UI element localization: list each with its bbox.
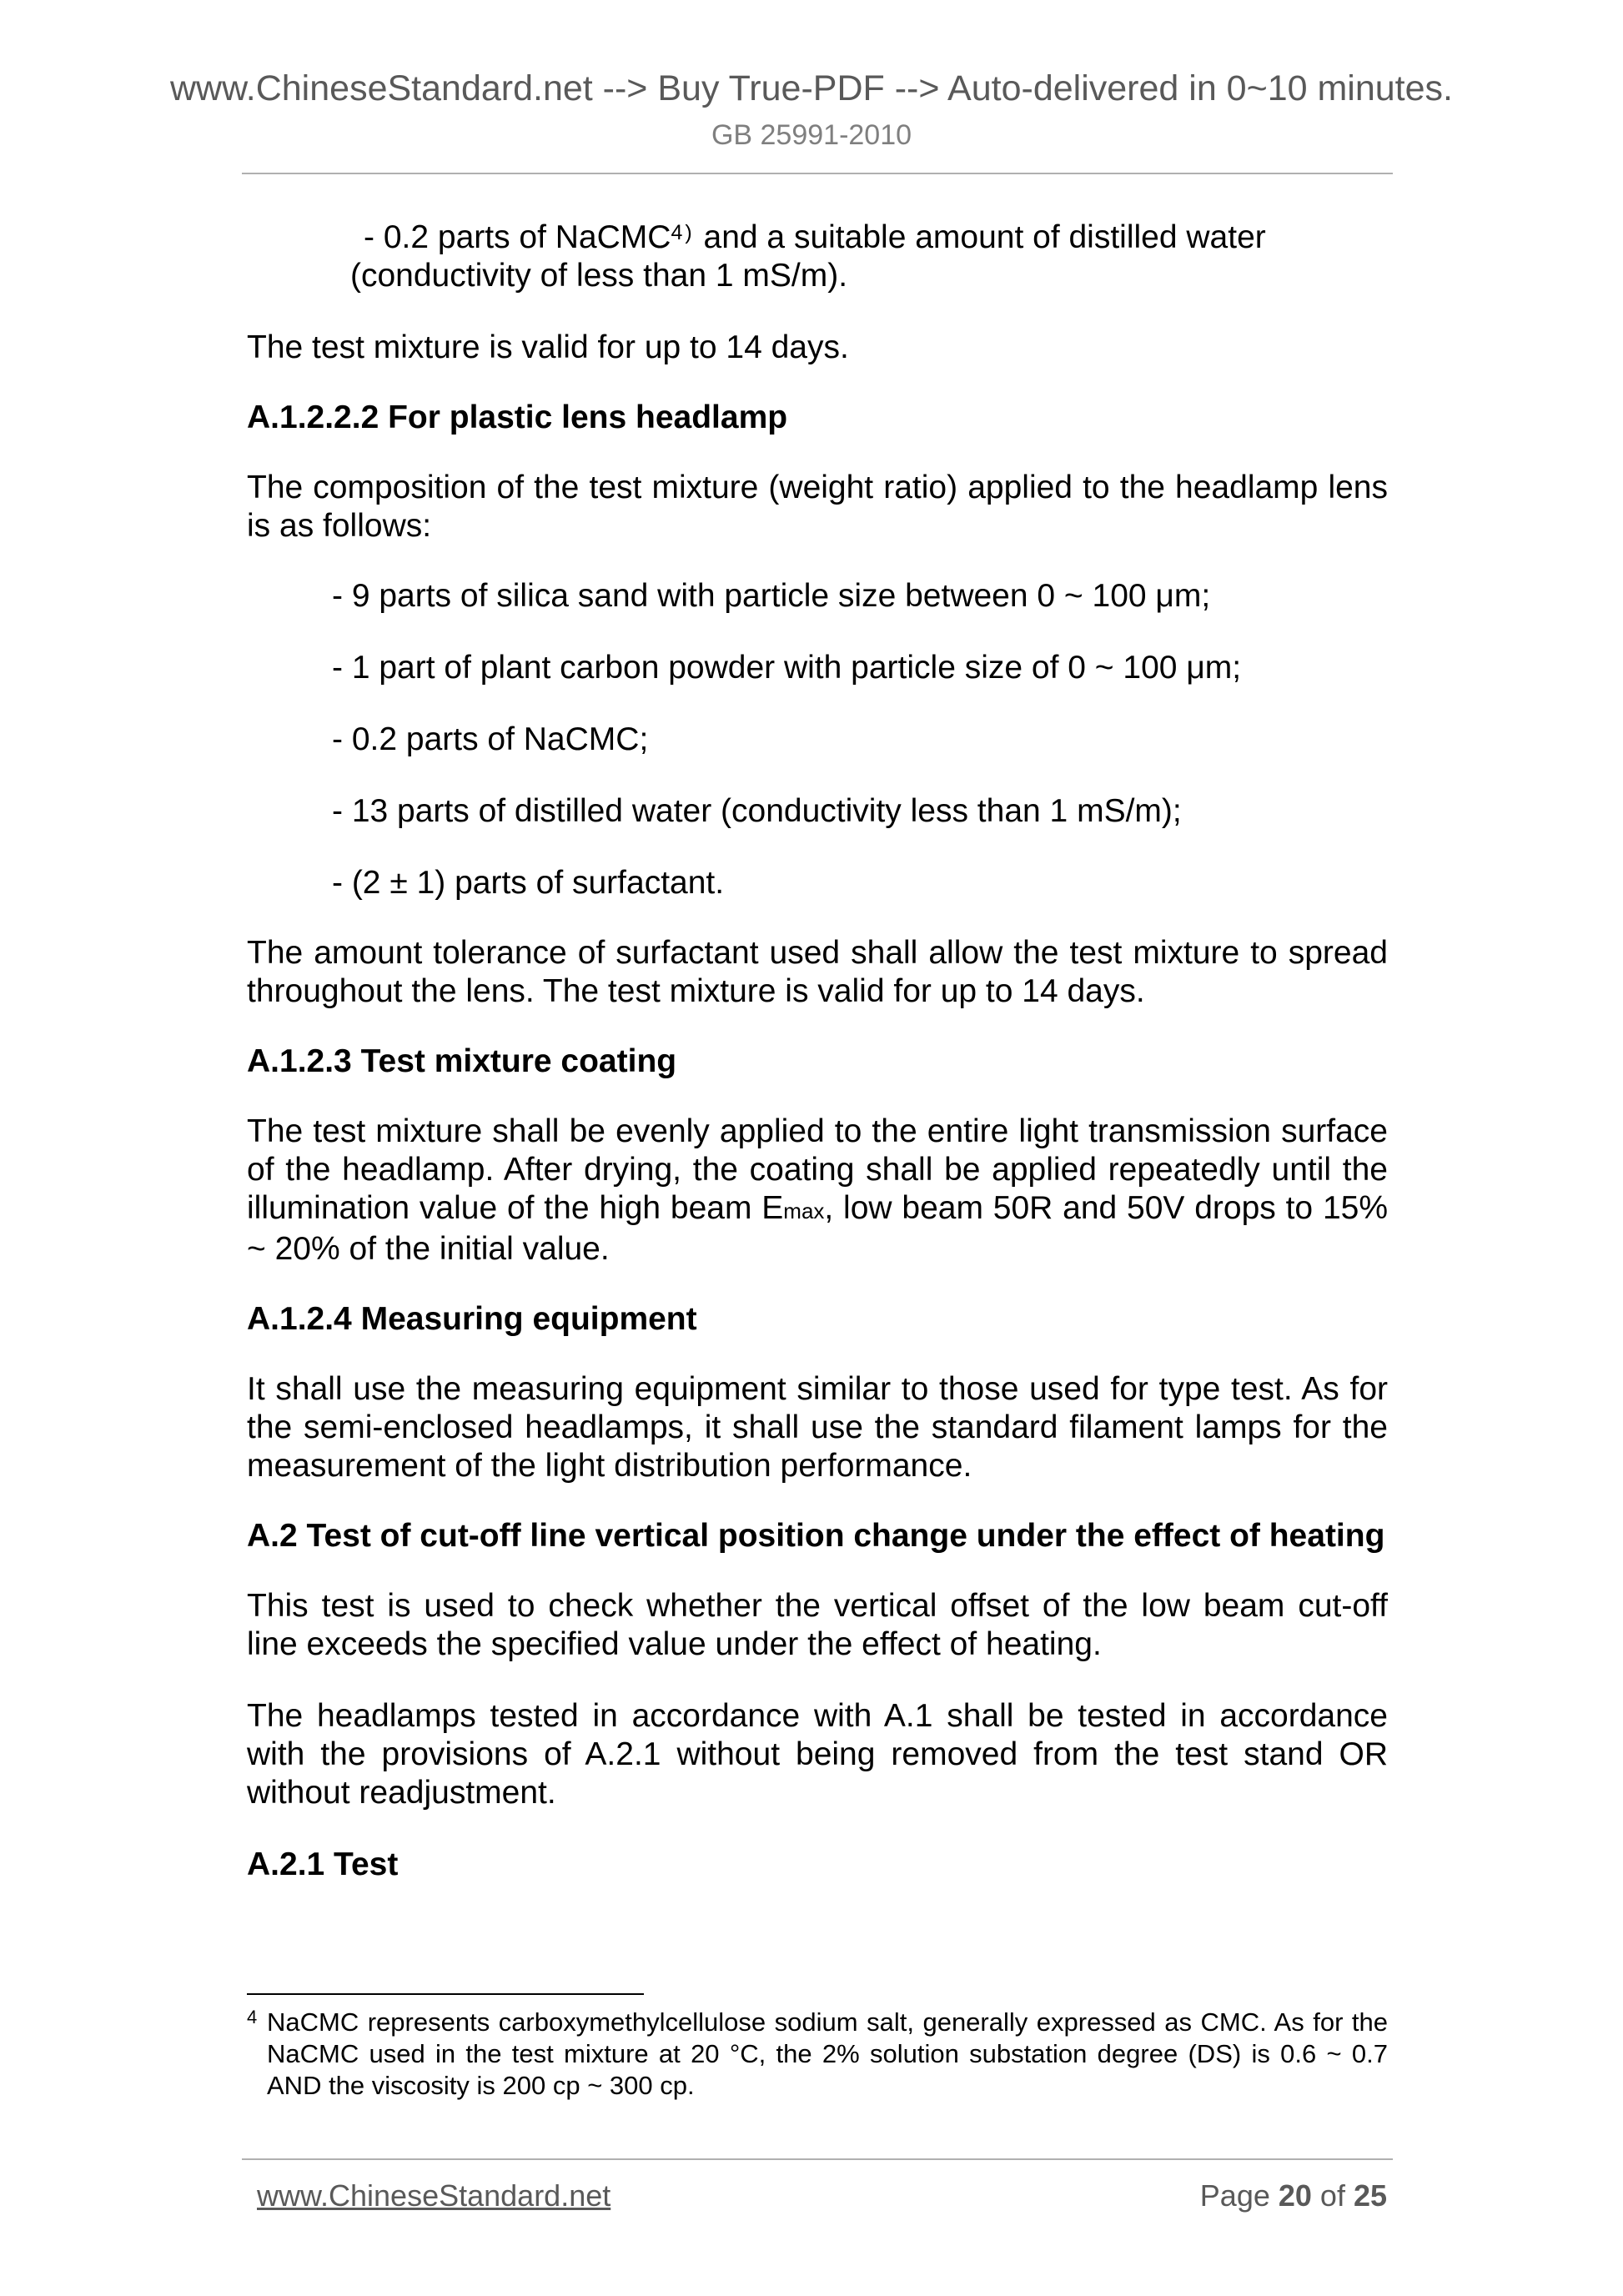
list-item: - 1 part of plant carbon powder with particle size of 0 ~ 100 μm;: [332, 650, 1242, 686]
list-item: - 9 parts of silica sand with particle size between 0 ~ 100 μm;: [332, 578, 1211, 614]
list-item-text-line2: (conductivity of less than 1 mS/m).: [350, 258, 848, 294]
paragraph-equipment: It shall use the measuring equipment similar to those used for type test. As for the semi-enclosed headlamps, it shall use the standard filament lamps for the measurement of the light distribution performance.: [247, 1371, 1388, 1484]
list-item: - (2 ± 1) parts of surfactant.: [332, 865, 725, 901]
standard-number: GB 25991-2010: [711, 119, 912, 151]
heading-a124: A.1.2.4 Measuring equipment: [247, 1301, 697, 1337]
page-body: [247, 219, 1388, 1884]
coating-text-a: The test mixture shall be evenly applied to the entire light transmission surface of the headlamp. After drying, the coating shall be applied repeatedly until the illumination value of the high beam E: [247, 1113, 1388, 1226]
footnote: [247, 2007, 1388, 2102]
page-number: [1200, 2178, 1387, 2214]
footnote-reference[interactable]: 4): [671, 221, 695, 244]
paragraph-valid: The test mixture is valid for up to 14 days.: [247, 329, 849, 365]
coating-text-b: , low beam 50R and 50V drops to 15% ~ 20% of the initial value.: [247, 1190, 1388, 1267]
heading-a21: A.2.1 Test: [247, 1846, 399, 1882]
paragraph-composition: The composition of the test mixture (weight ratio) applied to the headlamp lens is as follows:: [247, 470, 1388, 544]
list-item-nacmc: [332, 219, 1388, 295]
footnote-mark: 4: [247, 2007, 258, 2027]
heading-a1222: A.1.2.2.2 For plastic lens headlamp: [247, 399, 788, 435]
page-total: 25: [1353, 2178, 1387, 2213]
paragraph-coating: [247, 1113, 1388, 1269]
paragraph-a2-tested: The headlamps tested in accordance with A.1 shall be tested in accordance with the provisions of A.2.1 without being removed from the test stand OR without readjustment.: [247, 1698, 1388, 1811]
heading-a2: A.2 Test of cut-off line vertical position change under the effect of heating: [247, 1518, 1385, 1554]
list-item-text-rest: and a suitable amount of distilled water: [694, 219, 1266, 255]
list-item-text: - 0.2 parts of NaCMC: [364, 219, 671, 255]
header-divider: [242, 173, 1393, 174]
heading-a123: A.1.2.3 Test mixture coating: [247, 1043, 677, 1079]
page-of: of: [1311, 2178, 1354, 2213]
header-banner: www.ChineseStandard.net --> Buy True-PDF --> Auto-delivered in 0~10 minutes.: [169, 68, 1453, 108]
page-current: 20: [1278, 2178, 1312, 2213]
subscript-max: max: [783, 1198, 825, 1223]
footnote-text: NaCMC represents carboxymethylcellulose sodium salt, generally expressed as CMC. As for the NaCMC used in the test mixture at 20 °C, the 2% solution substation degree (DS) is 0.6 ~ 0.7 AND the viscosity is 200 cp ~ 300 cp.: [267, 2007, 1388, 2100]
footer-site-link[interactable]: www.ChineseStandard.net: [257, 2178, 611, 2213]
footnote-divider: [247, 1993, 644, 1995]
page-prefix: Page: [1199, 2178, 1279, 2213]
paragraph-a2-check: This test is used to check whether the vertical offset of the low beam cut-off line exceeds the specified value under the effect of heating.: [247, 1588, 1388, 1662]
footer-divider: [242, 2158, 1393, 2160]
list-item: - 0.2 parts of NaCMC;: [332, 721, 649, 757]
paragraph-tolerance: The amount tolerance of surfactant used shall allow the test mixture to spread throughout the lens. The test mixture is valid for up to 14 days.: [247, 935, 1388, 1009]
list-item: - 13 parts of distilled water (conductivity less than 1 mS/m);: [332, 793, 1182, 829]
